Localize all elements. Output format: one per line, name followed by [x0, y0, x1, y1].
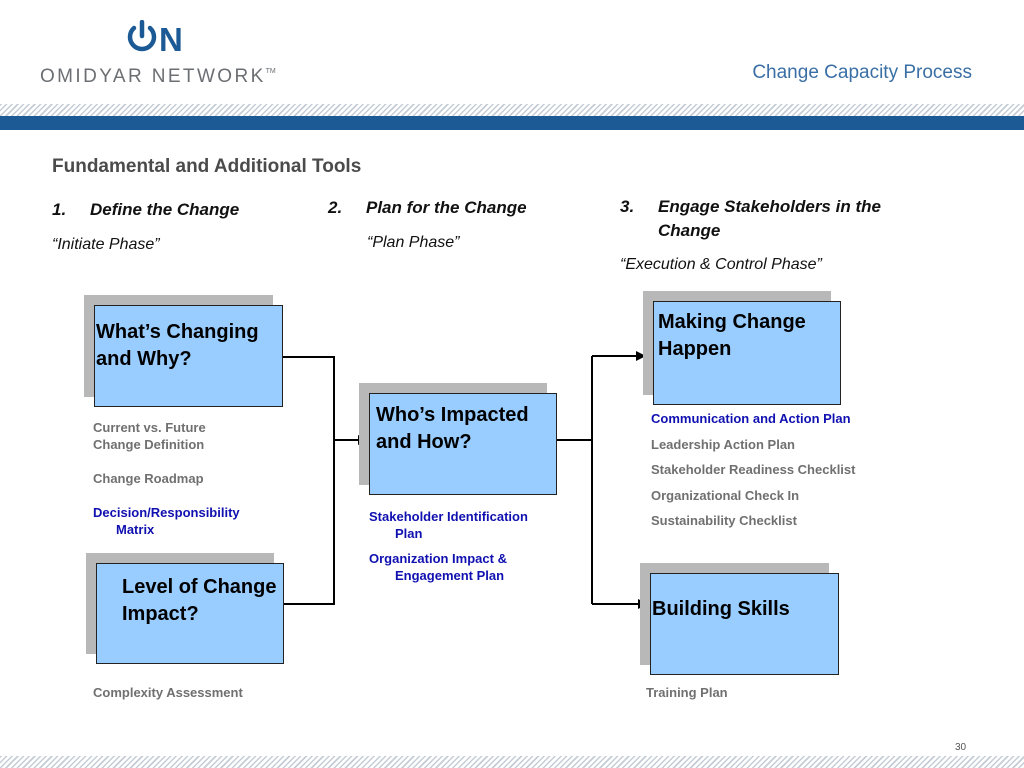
tool-stakeholder-line1: Stakeholder Identification [369, 509, 528, 524]
footer-hatch-divider [0, 756, 1024, 768]
section-heading: Fundamental and Additional Tools [52, 156, 362, 177]
tool-communication-plan: Communication and Action Plan [651, 411, 851, 426]
column-1-phase: “Initiate Phase” [52, 236, 160, 253]
tool-readiness-checklist: Stakeholder Readiness Checklist [651, 462, 856, 477]
level-of-change-box: Level of Change Impact? [96, 563, 284, 664]
tool-sustainability-checklist: Sustainability Checklist [651, 513, 797, 528]
column-2-title: Plan for the Change [366, 198, 527, 217]
column-1-number: 1. [52, 200, 67, 219]
tool-org-impact-line1: Organization Impact & [369, 551, 507, 566]
tool-stakeholder-identification [369, 508, 528, 542]
tool-organizational-check-in: Organizational Check In [651, 488, 800, 503]
tool-complexity-assessment: Complexity Assessment [93, 685, 243, 700]
column-3-title-line1: Engage Stakeholders in the [658, 197, 881, 216]
column-3-number: 3. [620, 197, 635, 216]
tool-change-roadmap: Change Roadmap [93, 471, 204, 486]
slide-title: Change Capacity Process [752, 62, 972, 83]
tool-current-vs-future-line1: Current vs. Future [93, 420, 206, 435]
building-skills-box: Building Skills [650, 573, 839, 675]
trademark: TM [265, 68, 276, 75]
logo-name: OMIDYAR NETWORK [40, 66, 266, 87]
tool-stakeholder-line2: Plan [395, 526, 423, 541]
tool-leadership-plan: Leadership Action Plan [651, 437, 795, 452]
tool-organization-impact [369, 550, 507, 584]
column-1-title: Define the Change [90, 200, 240, 219]
connector-whats-changing [283, 357, 334, 440]
making-change-box: Making Change Happen [653, 301, 841, 405]
tool-decision-matrix [93, 504, 240, 538]
tool-org-impact-line2: Engagement Plan [395, 568, 505, 583]
page-number: 30 [955, 742, 967, 753]
tool-decision-matrix-line1: Decision/Responsibility [93, 505, 240, 520]
column-3-phase: “Execution & Control Phase” [620, 256, 822, 273]
tool-training-plan: Training Plan [646, 685, 728, 700]
logo-mark-letter: N [159, 21, 183, 54]
whats-changing-box: What’s Changing and Why? [94, 305, 283, 407]
tool-decision-matrix-line2: Matrix [116, 522, 155, 537]
tool-current-vs-future [93, 419, 206, 453]
whos-impacted-box: Who’s Impacted and How? [369, 393, 557, 495]
column-2-phase: “Plan Phase” [367, 234, 460, 251]
column-2-number: 2. [328, 198, 343, 217]
tool-current-vs-future-line2: Change Definition [93, 437, 205, 452]
connector-level-of-change [284, 440, 334, 604]
column-3-title-line2: Change [658, 221, 721, 240]
